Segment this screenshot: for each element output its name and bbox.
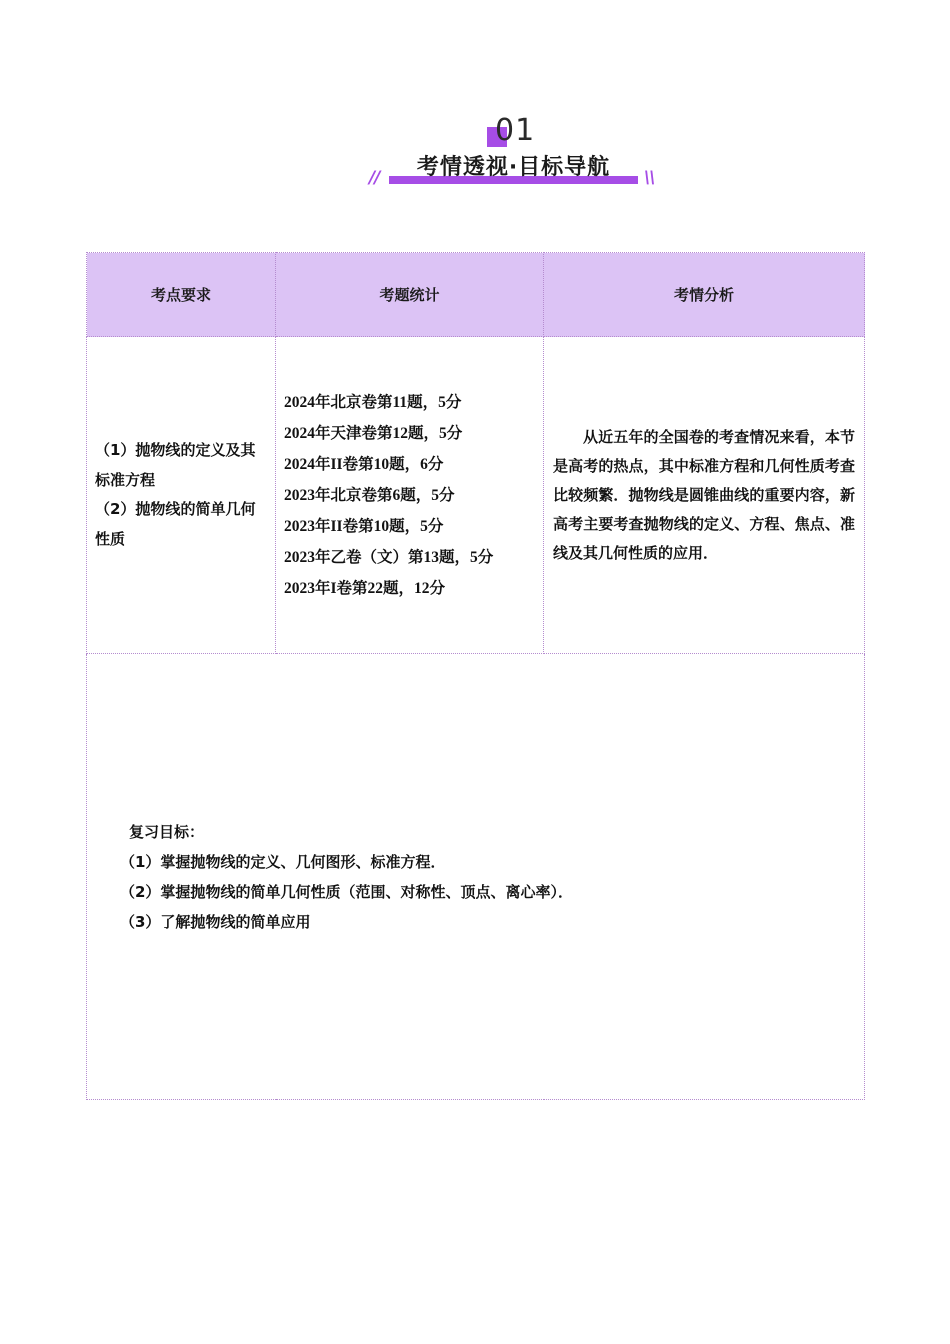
header-analysis: 考情分析	[544, 253, 865, 337]
analysis-cell	[544, 337, 865, 654]
stat-item: 2024年II卷第10题，6分	[284, 455, 444, 473]
table-row	[87, 337, 865, 654]
header-requirements: 考点要求	[87, 253, 276, 337]
stat-item: 2023年I卷第22题，12分	[284, 579, 446, 597]
section-title	[0, 110, 950, 200]
review-goals	[87, 654, 864, 937]
stat-item: 2024年北京卷第11题，5分	[284, 393, 462, 411]
review-goal-item: （1）掌握抛物线的定义、几何图形、标准方程．	[120, 853, 446, 871]
requirement-item: （1）抛物线的定义及其标准方程	[95, 441, 256, 489]
stat-item: 2023年II卷第10题，5分	[284, 517, 444, 535]
analysis-text: 从近五年的全国卷的考查情况来看，本节是高考的热点，其中标准方程和几何性质考查比较频繁．抛物线是圆锥曲线的重要内容，新高考主要考查抛物线的定义、方程、焦点、准线及其几何性质的应用．	[553, 427, 855, 562]
table-header-row	[87, 253, 865, 337]
requirements-cell	[87, 337, 276, 654]
review-goal-item: （2）掌握抛物线的简单几何性质（范围、对称性、顶点、离心率）．	[120, 883, 573, 901]
section-number	[487, 114, 547, 154]
requirement-item: （2）抛物线的简单几何性质	[95, 500, 256, 548]
review-goal-item: （3）了解抛物线的简单应用	[120, 913, 311, 931]
section-number-text: 01	[495, 113, 536, 148]
header-stats: 考题统计	[276, 253, 544, 337]
exam-analysis-table	[86, 252, 864, 1099]
stats-cell	[276, 337, 544, 654]
stat-item: 2023年北京卷第6题，5分	[284, 486, 455, 504]
stat-item: 2024年天津卷第12题，5分	[284, 424, 463, 442]
review-cell	[87, 654, 865, 1100]
stat-item: 2023年乙卷（文）第13题，5分	[284, 548, 494, 566]
review-title: 复习目标：	[129, 823, 205, 841]
right-slash-decoration: \\	[644, 168, 655, 188]
review-row	[87, 654, 865, 1100]
left-slash-decoration: //	[369, 168, 380, 188]
section-heading: 考情透视·目标导航	[416, 155, 611, 180]
